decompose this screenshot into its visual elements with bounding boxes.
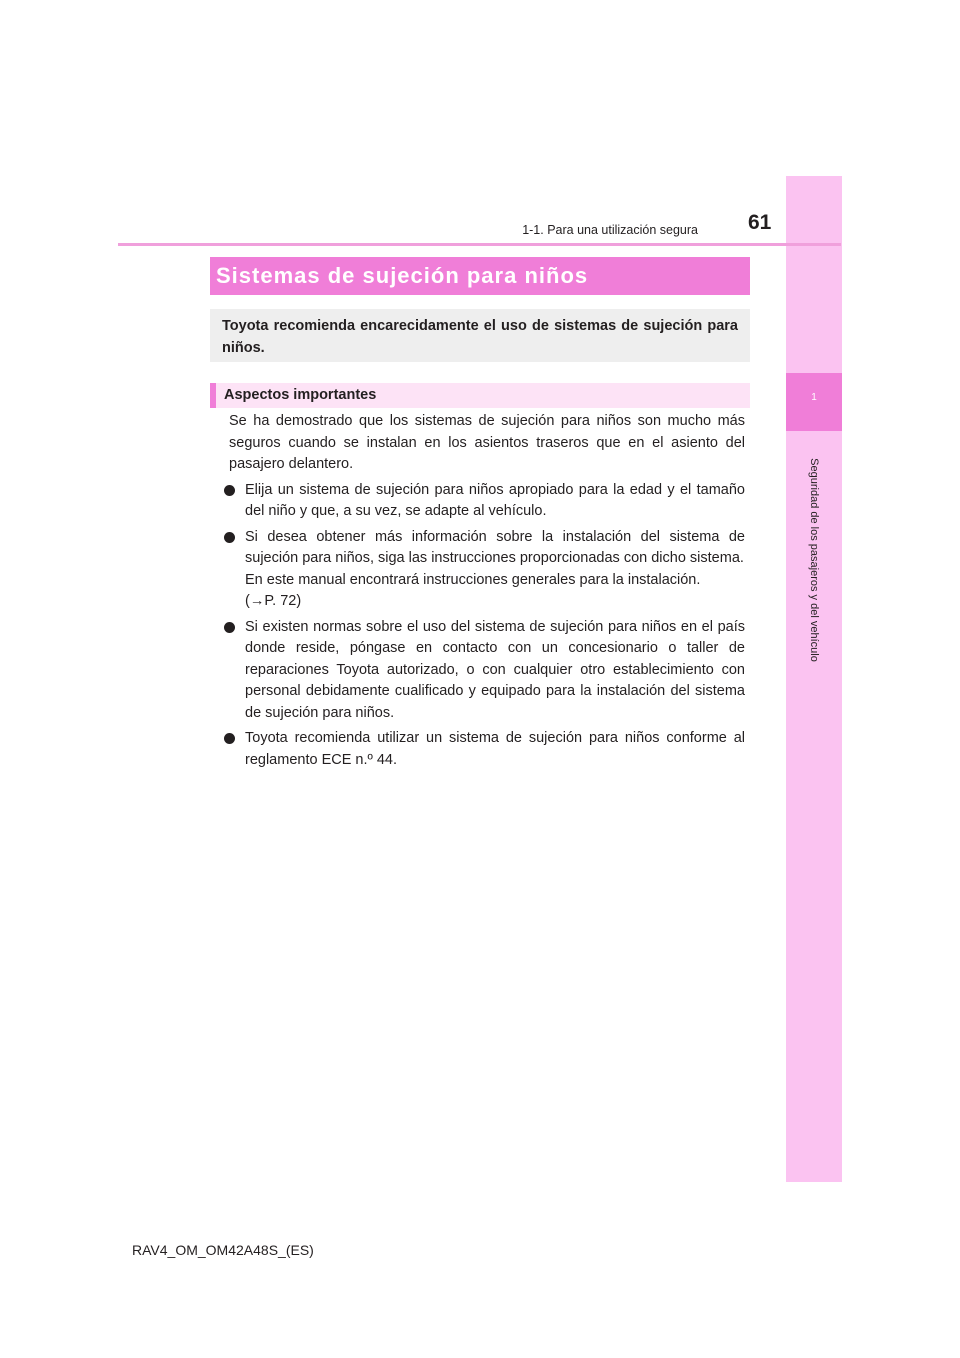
intro-text: Toyota recomienda encarecidamente el uso de sistemas de sujeción para niños. [222,318,738,356]
side-tab [786,176,842,1182]
side-tab-chapter-number: 1 [786,373,842,431]
bullet-item [229,617,745,725]
bullet-text: Si existen normas sobre el uso del sistema de sujeción para niños en el país donde reside, póngase en contacto con un concesionario o taller de reparaciones Toyota autorizado, o con cualquier otro establecimiento con personal debidamente cualificado y equipado para la instalación del sistema de sujeción para niños. [245,618,745,721]
footer-code: RAV4_OM_OM42A48S_(ES) [132,1242,314,1258]
title-banner [210,257,750,295]
bullet-item [229,480,745,523]
bullet-extra-line: En este manual encontrará instrucciones generales para la instalación. [245,571,701,588]
bullet-text: Si desea obtener más información sobre la instalación del sistema de sujeción para niños, siga las instrucciones proporcionadas con dicho sistema. [245,528,745,566]
page-number: 61 [748,211,772,234]
page-title: Sistemas de sujeción para niños [216,263,589,288]
bullet-dot-icon [224,622,235,633]
subheading-accent-bar [210,383,216,408]
body-text [229,411,745,771]
bullet-item [229,728,745,771]
intro-box [210,309,750,362]
subheading-text: Aspectos importantes [224,387,377,403]
page-reference: (→P. 72) [245,593,302,609]
bullet-dot-icon [224,733,235,744]
bullet-list [229,480,745,772]
side-tab-chapter-title: Seguridad de los pasajeros y del vehículo [808,458,820,662]
body-paragraph: Se ha demostrado que los sistemas de sujeción para niños son mucho más seguros cuando se instalan en los asientos traseros que en el asiento del pasajero delantero. [229,413,745,472]
bullet-text: Toyota recomienda utilizar un sistema de sujeción para niños conforme al reglamento ECE n.º 44. [245,730,745,768]
header-rule [118,243,841,246]
subheading [210,383,750,408]
bullet-dot-icon [224,485,235,496]
header-section-title: 1-1. Para una utilización segura [522,223,698,237]
bullet-dot-icon [224,532,235,543]
bullet-item [229,527,745,613]
bullet-text: Elija un sistema de sujeción para niños apropiado para la edad y el tamaño del niño y que, a su vez, se adapte al vehículo. [245,481,745,519]
